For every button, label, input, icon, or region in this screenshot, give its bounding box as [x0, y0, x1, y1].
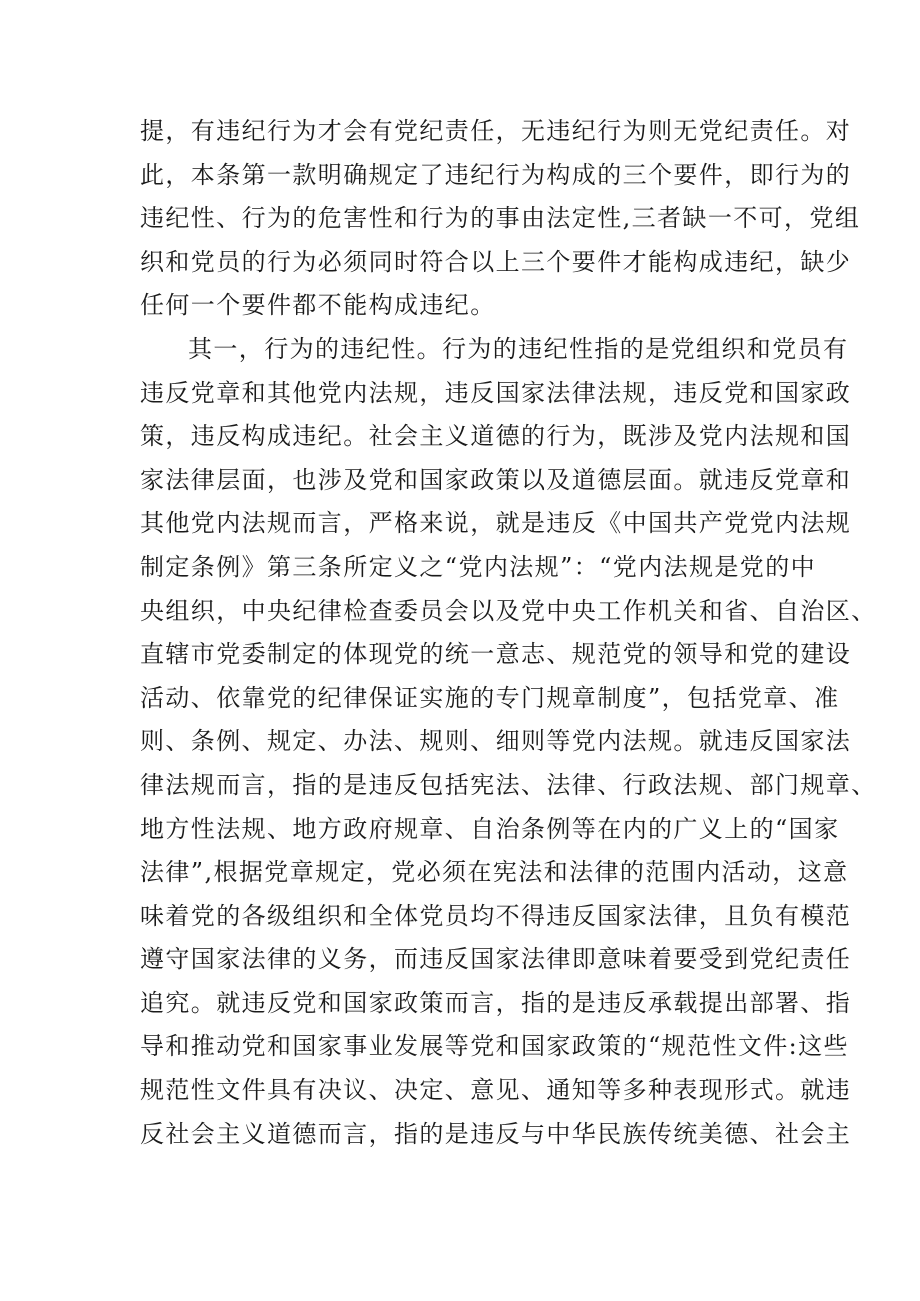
text-line: 织和党员的行为必须同时符合以上三个要件才能构成违纪，缺少 [140, 247, 852, 276]
text-line: 制定条例》第三条所定义之“党内法规”：“党内法规是党的中 [140, 552, 817, 581]
text-line: 违纪性、行为的危害性和行为的事由法定性,三者缺一不可，党组 [140, 204, 861, 233]
text-line: 违反党章和其他党内法规，违反国家法律法规，违反党和国家政 [140, 378, 852, 407]
text-line: 追究。就违反党和国家政策而言，指的是违反承载提出部署、指 [140, 988, 852, 1017]
text-line: 地方性法规、地方政府规章、自治条例等在内的广义上的“国家 [140, 814, 840, 843]
text-line: 活动、依靠党的纪律保证实施的专门规章制度”，包括党章、准 [140, 683, 840, 712]
text-line: 策，违反构成违纪。社会主义道德的行为，既涉及党内法规和国 [140, 422, 852, 451]
text-line: 法律”,根据党章规定，党必须在宪法和法律的范围内活动，这意 [140, 858, 849, 887]
text-line: 家法律层面，也涉及党和国家政策以及道德层面。就违反党章和 [140, 465, 852, 494]
text-line: 则、条例、规定、办法、规则、细则等党内法规。就违反国家法 [140, 727, 852, 756]
text-line: 其他党内法规而言，严格来说，就是违反《中国共产党党内法规 [140, 509, 852, 538]
text-line: 遵守国家法律的义务，而违反国家法律即意味着要受到党纪责任 [140, 945, 852, 974]
text-line: 此，本条第一款明确规定了违纪行为构成的三个要件，即行为的 [140, 160, 852, 189]
text-line: 律法规而言，指的是违反包括宪法、法律、行政法规、部门规章、 [140, 770, 877, 799]
text-line: 任何一个要件都不能构成违纪。 [140, 291, 496, 320]
text-line: 直辖市党委制定的体现党的统一意志、规范党的领导和党的建设 [140, 640, 852, 669]
text-line: 央组织，中央纪律检查委员会以及党中央工作机关和省、自治区、 [140, 596, 877, 625]
text-line: 导和推动党和国家事业发展等党和国家政策的“规范性文件:这些 [140, 1032, 849, 1061]
text-line: 提，有违纪行为才会有党纪责任，无违纪行为则无党纪责任。对 [140, 117, 852, 145]
text-line: 规范性文件具有决议、决定、意见、通知等多种表现形式。就违 [140, 1076, 852, 1105]
text-line: 味着党的各级组织和全体党员均不得违反国家法律，且负有模范 [140, 901, 852, 930]
paragraph-start-line: 其一，行为的违纪性。行为的违纪性指的是党组织和党员有 [188, 334, 849, 363]
text-line: 反社会主义道德而言，指的是违反与中华民族传统美德、社会主 [140, 1119, 852, 1148]
body-text [140, 110, 877, 1156]
